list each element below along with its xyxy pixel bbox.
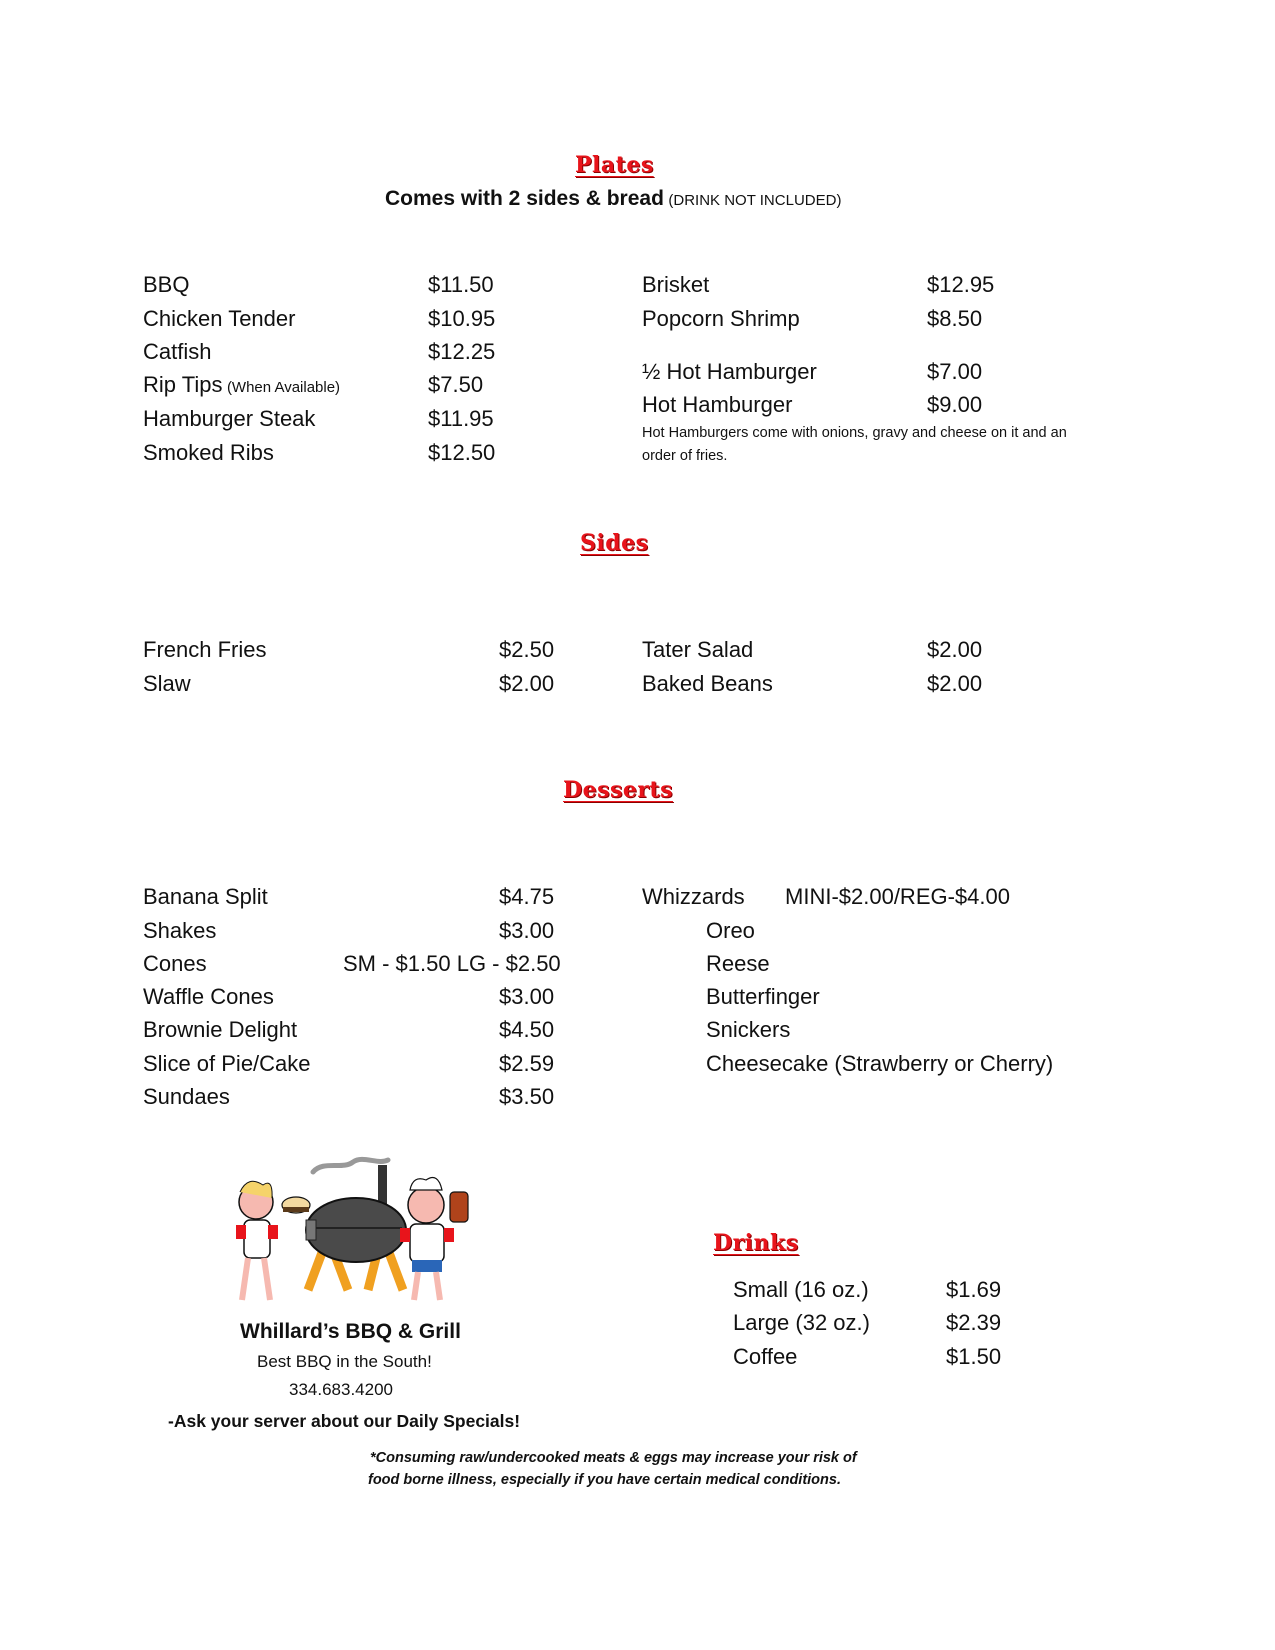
plates-subtitle-main: Comes with 2 sides & bread (385, 187, 664, 210)
menu-item-name: Tater Salad (642, 637, 754, 662)
menu-item-rip-tips (143, 372, 340, 398)
plates-subtitle-note: (DRINK NOT INCLUDED) (668, 192, 842, 209)
menu-item-price: $12.50 (428, 440, 496, 465)
menu-item-price: $11.50 (428, 272, 494, 297)
menu-item-name: Brownie Delight (143, 1017, 298, 1042)
menu-item-name: Coffee (733, 1344, 798, 1369)
menu-item-price: $2.00 (499, 671, 555, 696)
menu-item-name: Rip Tips (143, 372, 223, 397)
menu-item-name: Slaw (143, 671, 191, 696)
menu-item-price: $12.25 (428, 339, 496, 364)
menu-item-price: $12.95 (927, 272, 995, 297)
pig-chef-head (408, 1187, 444, 1223)
smoker-barrel (306, 1198, 406, 1262)
menu-item-price: $4.75 (499, 884, 555, 909)
whizzards-flavor: Oreo (706, 918, 755, 943)
menu-item-name: Hamburger Steak (143, 406, 316, 431)
menu-item-name: Slice of Pie/Cake (143, 1051, 311, 1076)
menu-item-name: Sundaes (143, 1084, 230, 1109)
disclaimer-line-1: *Consuming raw/undercooked meats & eggs may increase your risk of (370, 1450, 857, 1466)
menu-item-price: $3.00 (499, 918, 555, 943)
smoke-icon (313, 1159, 388, 1172)
menu-item-name: Shakes (143, 918, 217, 943)
drinks-heading: Drinks (713, 1230, 799, 1256)
menu-item-name: Hot Hamburger (642, 392, 793, 417)
whizzards-flavor: Cheesecake (Strawberry or Cherry) (706, 1051, 1054, 1076)
menu-item-name: Banana Split (143, 884, 268, 909)
menu-item-name: Smoked Ribs (143, 440, 274, 465)
menu-item-price: $4.50 (499, 1017, 555, 1042)
bbq-pigs-smoker-logo-icon (228, 1150, 478, 1310)
whizzards-flavor: Reese (706, 951, 770, 976)
menu-item-price: $11.95 (428, 406, 494, 431)
plates-subtitle (385, 187, 841, 211)
menu-item-price: $1.69 (946, 1277, 1002, 1302)
whizzards-flavor: Butterfinger (706, 984, 820, 1009)
menu-item-name: Chicken Tender (143, 306, 296, 331)
daily-specials-note: -Ask your server about our Daily Specials! (168, 1411, 521, 1431)
whizzards-flavor: Snickers (706, 1017, 791, 1042)
menu-item-name: French Fries (143, 637, 267, 662)
brand-name: Whillard’s BBQ & Grill (240, 1320, 461, 1343)
menu-item-name: Small (16 oz.) (733, 1277, 869, 1302)
menu-item-price: $8.50 (927, 306, 983, 331)
menu-item-name: Cones (143, 951, 207, 976)
menu-item-price: $1.50 (946, 1344, 1002, 1369)
menu-item-name: Popcorn Shrimp (642, 306, 800, 331)
menu-item-name: ½ Hot Hamburger (642, 359, 817, 384)
menu-item-name: Brisket (642, 272, 710, 297)
whizzards-price: MINI-$2.00/REG-$4.00 (785, 884, 1010, 909)
menu-item-name: BBQ (143, 272, 190, 297)
disclaimer-line-2: food borne illness, especially if you have certain medical conditions. (368, 1472, 841, 1488)
menu-item-price: $2.00 (927, 671, 983, 696)
plates-heading: Plates (575, 152, 654, 178)
menu-item-price: $9.00 (927, 392, 983, 417)
menu-item-price: $2.39 (946, 1310, 1002, 1335)
sides-heading: Sides (580, 530, 649, 556)
phone-number: 334.683.4200 (289, 1380, 393, 1399)
menu-item-price: $2.00 (927, 637, 983, 662)
menu-item-name: Large (32 oz.) (733, 1310, 870, 1335)
menu-item-price: $3.50 (499, 1084, 555, 1109)
menu-item-price: $2.50 (499, 637, 555, 662)
hamburger-note: Hot Hamburgers come with onions, gravy and cheese on it and an order of fries. (642, 425, 1067, 464)
menu-item-name: Catfish (143, 339, 212, 364)
whizzards-name: Whizzards (642, 884, 745, 909)
menu-item-note: (When Available) (226, 379, 341, 396)
menu-item-name: Baked Beans (642, 671, 773, 696)
menu-item-name: Waffle Cones (143, 984, 274, 1009)
menu-item-price: $7.50 (428, 372, 484, 397)
menu-item-price: $2.59 (499, 1051, 555, 1076)
menu-item-price: $7.00 (927, 359, 983, 384)
menu-item-price: SM - $1.50 LG - $2.50 (343, 951, 561, 976)
menu-item-price: $10.95 (428, 306, 496, 331)
menu-item-price: $3.00 (499, 984, 555, 1009)
brand-tagline: Best BBQ in the South! (257, 1352, 432, 1371)
ribs-icon (450, 1192, 468, 1222)
desserts-heading: Desserts (563, 777, 673, 803)
